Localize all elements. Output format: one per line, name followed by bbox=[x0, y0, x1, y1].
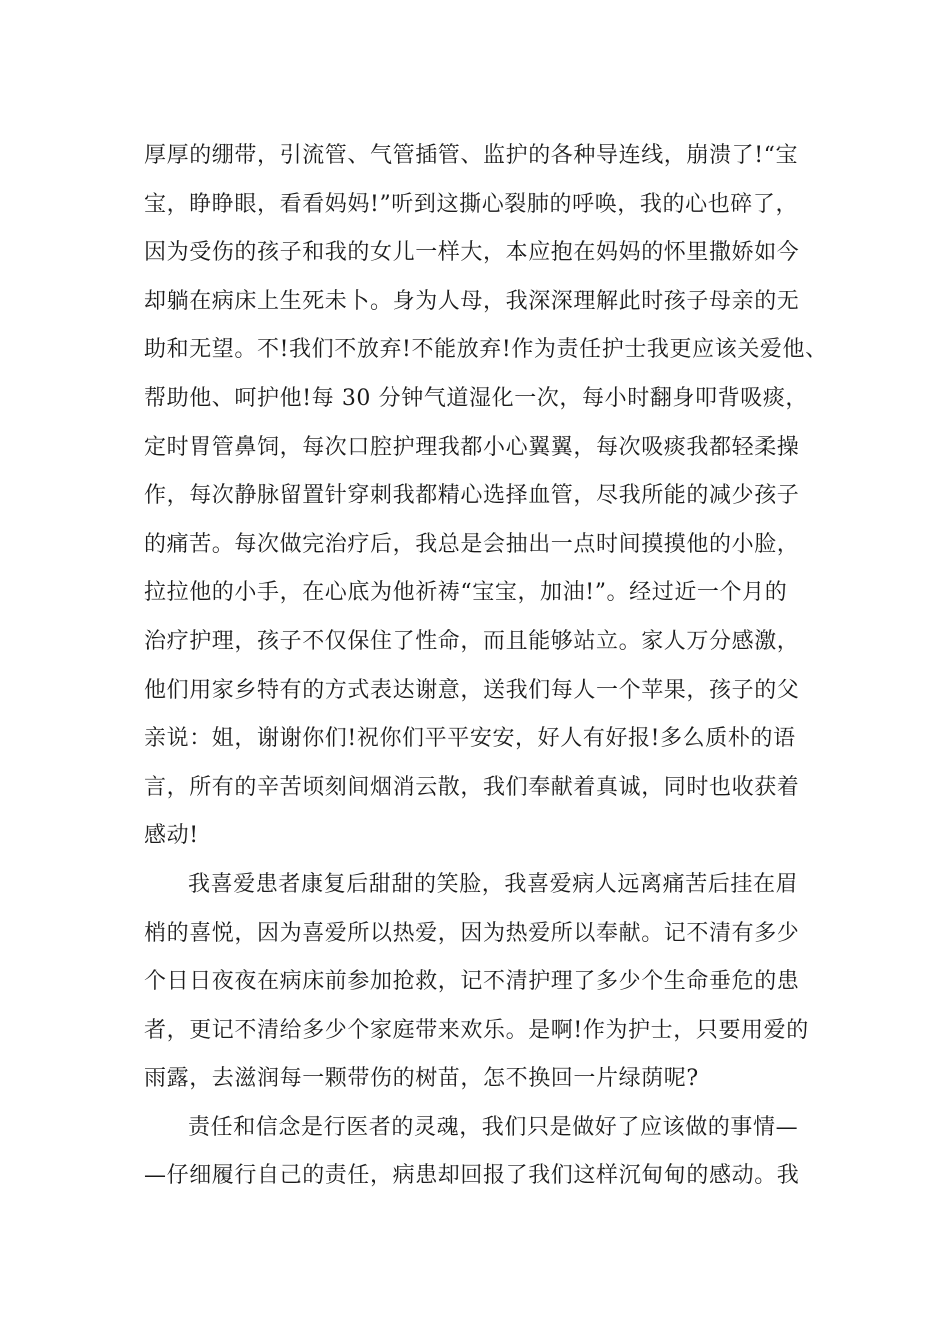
text-line: 亲说：姐，谢谢你们!祝你们平平安安，好人有好报!多么质朴的语 bbox=[144, 726, 796, 752]
text-line: 言，所有的辛苦顷刻间烟消云散，我们奉献着真诚，同时也收获着 bbox=[144, 774, 800, 800]
text-line: 梢的喜悦，因为喜爱所以热爱，因为热爱所以奉献。记不清有多少 bbox=[144, 920, 800, 946]
text-line: 治疗护理，孩子不仅保住了性命，而且能够站立。家人万分感激， bbox=[144, 628, 800, 654]
text-line: 他们用家乡特有的方式表达谢意，送我们每人一个苹果，孩子的父 bbox=[144, 677, 800, 703]
text-line: 厚厚的绷带，引流管、气管插管、监护的各种导连线，崩溃了!“宝 bbox=[144, 143, 799, 168]
text-line: 者，更记不清给多少个家庭带来欢乐。是啊!作为护士，只要用爱的 bbox=[144, 1017, 809, 1043]
paragraph-start-line: 我喜爱患者康复后甜甜的笑脸，我喜爱病人远离痛苦后挂在眉 bbox=[188, 871, 799, 897]
text-line: 定时胃管鼻饲，每次口腔护理我都小心翼翼，每次吸痰我都轻柔操 bbox=[144, 434, 800, 460]
text-line: 的痛苦。每次做完治疗后，我总是会抽出一点时间摸摸他的小脸， bbox=[144, 531, 800, 557]
text-line: 因为受伤的孩子和我的女儿一样大，本应抱在妈妈的怀里撒娇如今 bbox=[144, 240, 800, 266]
body-text bbox=[144, 132, 828, 1201]
text-line: 感动! bbox=[144, 823, 199, 849]
text-line: 助和无望。不!我们不放弃!不能放弃!作为责任护士我更应该关爱他、 bbox=[144, 337, 828, 363]
text-line: —仔细履行自己的责任，病患却回报了我们这样沉甸甸的感动。我 bbox=[144, 1163, 800, 1189]
text-line: 雨露，去滋润每一颗带伤的树苗，怎不换回一片绿荫呢? bbox=[144, 1066, 699, 1092]
text-line: 作，每次静脉留置针穿刺我都精心选择血管，尽我所能的减少孩子 bbox=[144, 483, 800, 509]
text-line: 却躺在病床上生死未卜。身为人母，我深深理解此时孩子母亲的无 bbox=[144, 288, 800, 314]
paragraph-start-line: 责任和信念是行医者的灵魂，我们只是做好了应该做的事情— bbox=[188, 1114, 799, 1140]
text-line: 帮助他、呵护他!每 30 分钟气道湿化一次，每小时翻身叩背吸痰， bbox=[144, 385, 809, 411]
text-line: 个日日夜夜在病床前参加抢救，记不清护理了多少个生命垂危的患 bbox=[144, 969, 800, 995]
text-line: 宝，睁睁眼，看看妈妈!”听到这撕心裂肺的呼唤，我的心也碎了， bbox=[144, 191, 799, 217]
text-line: 拉拉他的小手，在心底为他祈祷“宝宝，加油!”。经过近一个月的 bbox=[144, 580, 788, 606]
